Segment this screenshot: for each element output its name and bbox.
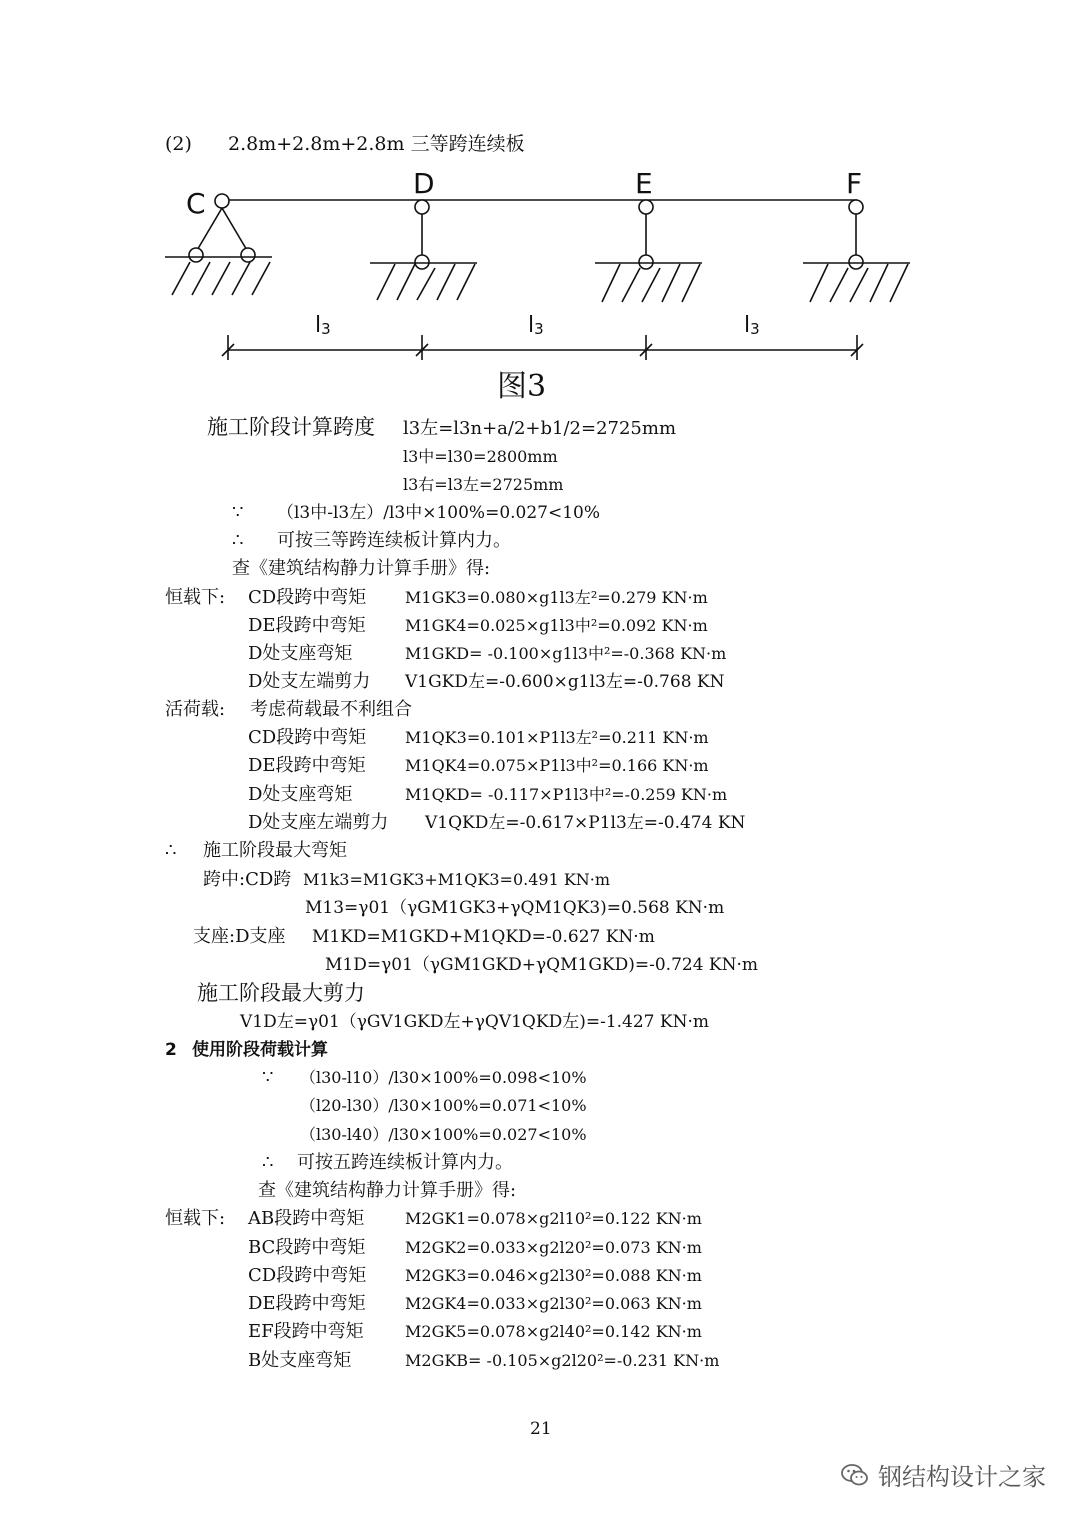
live-formula-4: V1QKD左=-0.617×P1l3左=-0.474 KN [425, 813, 746, 833]
live-item-3: D处支座弯矩 [248, 784, 353, 805]
dead-load-label: 恒载下: [165, 587, 226, 608]
section-2-title: 使用阶段荷载计算 [192, 1040, 328, 1060]
heading-number: (2) [165, 133, 192, 155]
page-number: 21 [530, 1419, 552, 1439]
use-formula-6: M2GKB= -0.105×g2l20²=-0.231 KN·m [405, 1351, 720, 1370]
dead-load-label-2: 恒载下: [165, 1208, 226, 1229]
midspan-label: 跨中:CD跨 [203, 869, 292, 890]
watermark [840, 1457, 1046, 1492]
use-formula-5: M2GK5=0.078×g2l40²=0.142 KN·m [405, 1322, 702, 1341]
live-item-1: CD段跨中弯矩 [248, 727, 367, 748]
max-shear-heading: 施工阶段最大剪力 [197, 981, 365, 1005]
dead-formula-3: M1GKD= -0.100×g1l3中²=-0.368 KN·m [405, 644, 727, 663]
support-label: 支座:D支座 [193, 926, 286, 947]
wechat-icon [840, 1462, 870, 1488]
node-label-c: C [186, 187, 206, 220]
support-e-top [639, 200, 653, 214]
watermark-text: 钢结构设计之家 [878, 1463, 1046, 1491]
node-label-e: E [635, 167, 653, 200]
live-item-4: D处支座左端剪力 [248, 812, 389, 833]
because-symbol: ∵ [232, 502, 244, 523]
use-item-4: DE段跨中弯矩 [248, 1293, 366, 1314]
conclusion-text-2: 可按五跨连续板计算内力。 [297, 1152, 513, 1173]
dead-item-2: DE段跨中弯矩 [248, 615, 366, 636]
dead-formula-1: M1GK3=0.080×g1l3左²=0.279 KN·m [405, 588, 708, 607]
support-d-top [415, 200, 429, 214]
heading-title: 2.8m+2.8m+2.8m 三等跨连续板 [228, 133, 525, 155]
span-heading: 施工阶段计算跨度 [207, 415, 375, 439]
conclusion-text: 可按三等跨连续板计算内力。 [277, 530, 511, 551]
dead-formula-4: V1GKD左=-0.600×g1l3左=-0.768 KN [405, 672, 725, 692]
use-item-5: EF段跨中弯矩 [248, 1321, 364, 1342]
section-2-number: 2 [165, 1040, 177, 1060]
therefore-symbol-2: ∴ [165, 840, 177, 861]
therefore-symbol: ∴ [232, 530, 244, 551]
ratio-2: （l20-l30）/l30×100%=0.071<10% [300, 1096, 587, 1115]
span-formula-3: l3右=l3左=2725mm [403, 475, 564, 494]
live-formula-3: M1QKD= -0.117×P1l3中²=-0.259 KN·m [405, 785, 728, 804]
use-item-1: AB段跨中弯矩 [248, 1208, 365, 1229]
lookup-text: 查《建筑结构静力计算手册》得: [232, 558, 491, 579]
dead-item-4: D处支左端剪力 [248, 671, 371, 692]
dead-item-3: D处支座弯矩 [248, 643, 353, 664]
figure-caption: 图3 [497, 369, 547, 404]
use-item-6: B处支座弯矩 [248, 1350, 352, 1371]
live-formula-2: M1QK4=0.075×P1l3中²=0.166 KN·m [405, 756, 709, 775]
use-formula-2: M2GK2=0.033×g2l20²=0.073 KN·m [405, 1238, 702, 1257]
max-moment-heading: 施工阶段最大弯矩 [203, 840, 347, 861]
ratio-1: （l30-l10）/l30×100%=0.098<10% [300, 1068, 587, 1087]
beam-diagram [0, 160, 1080, 380]
dead-item-1: CD段跨中弯矩 [248, 587, 367, 608]
node-label-f: F [846, 167, 863, 200]
ratio-formula: （l3中-l3左）/l3中×100%=0.027<10% [277, 503, 601, 523]
use-formula-1: M2GK1=0.078×g2l10²=0.122 KN·m [405, 1209, 702, 1228]
ratio-3: （l30-l40）/l30×100%=0.027<10% [300, 1125, 587, 1144]
live-load-label: 活荷载: [165, 699, 226, 720]
span-formula-2: l3中=l30=2800mm [403, 447, 558, 466]
use-item-2: BC段跨中弯矩 [248, 1237, 366, 1258]
therefore-symbol-3: ∴ [262, 1152, 274, 1173]
midspan-formula-2: M13=γ01（γGM1GK3+γQM1QK3)=0.568 KN·m [305, 898, 725, 918]
use-item-3: CD段跨中弯矩 [248, 1265, 367, 1286]
node-label-d: D [413, 167, 435, 200]
support-formula-1: M1KD=M1GKD+M1QKD=-0.627 KN·m [312, 927, 655, 947]
span-label-2: l3 [528, 313, 544, 338]
because-symbol-2: ∵ [262, 1067, 274, 1088]
use-formula-4: M2GK4=0.033×g2l30²=0.063 KN·m [405, 1294, 702, 1313]
midspan-formula-1: M1k3=M1GK3+M1QK3=0.491 KN·m [303, 870, 611, 889]
live-item-2: DE段跨中弯矩 [248, 755, 366, 776]
live-load-note: 考虑荷载最不利组合 [250, 699, 412, 720]
use-formula-3: M2GK3=0.046×g2l30²=0.088 KN·m [405, 1266, 702, 1285]
dead-formula-2: M1GK4=0.025×g1l3中²=0.092 KN·m [405, 616, 708, 635]
live-formula-1: M1QK3=0.101×P1l3左²=0.211 KN·m [405, 728, 709, 747]
shear-formula: V1D左=γ01（γGV1GKD左+γQV1QKD左)=-1.427 KN·m [240, 1012, 709, 1032]
support-formula-2: M1D=γ01（γGM1GKD+γQM1GKD)=-0.724 KN·m [325, 955, 759, 975]
span-formula-1: l3左=l3n+a/2+b1/2=2725mm [403, 418, 677, 439]
span-label-1: l3 [315, 313, 331, 338]
support-c-pin [215, 194, 229, 208]
span-label-3: l3 [744, 313, 760, 338]
lookup-text-2: 查《建筑结构静力计算手册》得: [258, 1180, 517, 1201]
support-f-top [849, 200, 863, 214]
